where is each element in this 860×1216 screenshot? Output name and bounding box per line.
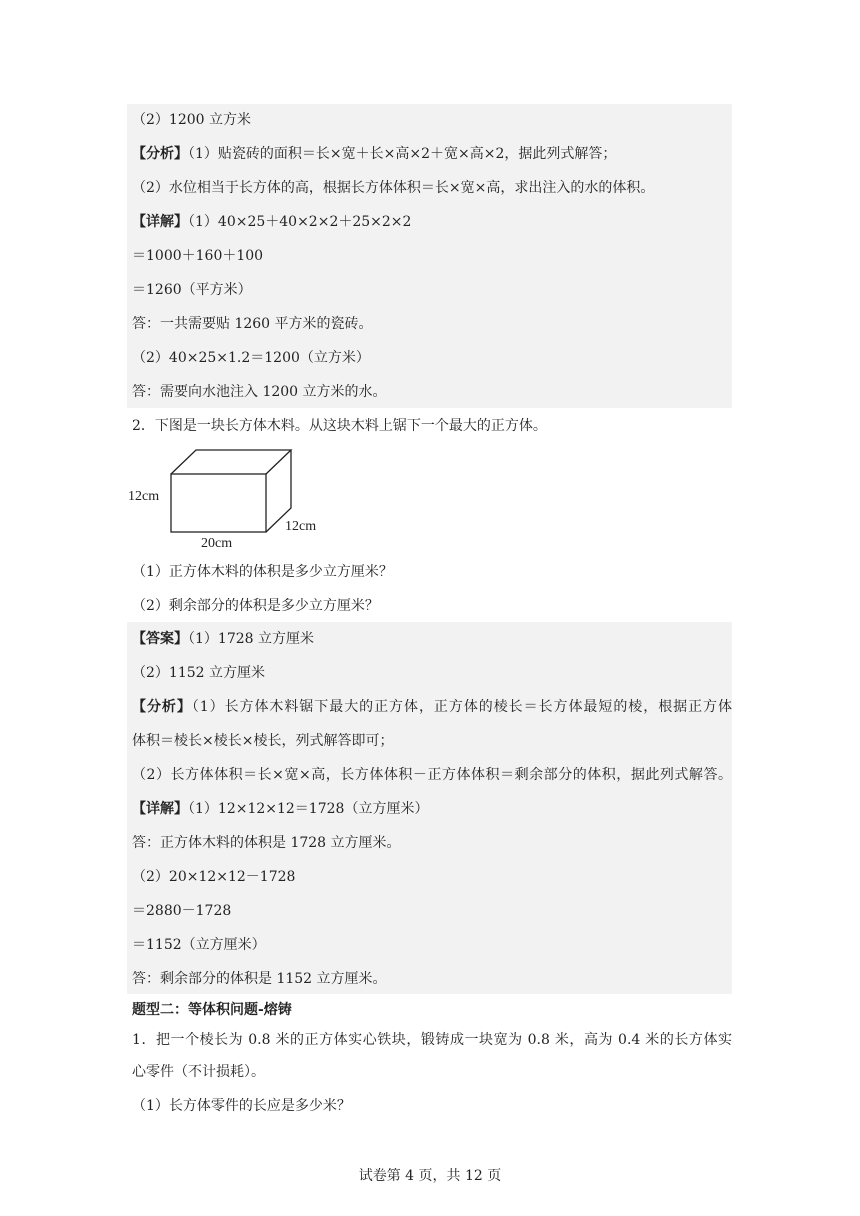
detail-line-2: 答：正方体木料的体积是 1728 立方厘米。 bbox=[132, 835, 401, 851]
analysis-line-2: （2）水位相当于长方体的高，根据长方体体积＝长×宽×高，求出注入的水的体积。 bbox=[132, 180, 655, 196]
answer-tag: 【答案】 bbox=[132, 631, 188, 647]
detail-line-6: 答：需要向水池注入 1200 立方米的水。 bbox=[132, 384, 387, 400]
question-1-line-2: 心零件（不计损耗）。 bbox=[132, 1064, 265, 1080]
detail-line-2: ＝1000＋160＋100 bbox=[132, 248, 264, 264]
question-2-sub-2: （2）剩余部分的体积是多少立方厘米？ bbox=[132, 598, 379, 614]
detail-line-3: ＝1260（平方米） bbox=[132, 282, 252, 298]
cuboid-top-face bbox=[171, 450, 291, 474]
question-2-sub-1: （1）正方体木料的体积是多少立方厘米？ bbox=[132, 564, 393, 580]
analysis-line-1 bbox=[132, 697, 732, 717]
detail-text: （1）12×12×12＝1728（立方厘米） bbox=[188, 801, 429, 817]
detail-line-6: 答：剩余部分的体积是 1152 立方厘米。 bbox=[132, 971, 387, 987]
answer-part-2: （2）1200 立方米 bbox=[132, 112, 251, 128]
detail-line-5: （2）40×25×1.2＝1200（立方米） bbox=[132, 350, 370, 366]
answer-text: （1）1728 立方厘米 bbox=[188, 631, 314, 647]
depth-label: 12cm bbox=[285, 519, 317, 534]
analysis-tag: 【分析】 bbox=[132, 146, 188, 162]
analysis-line-2: 体积＝棱长×棱长×棱长，列式解答即可； bbox=[132, 733, 394, 749]
length-label: 20cm bbox=[201, 536, 233, 551]
analysis-line-1 bbox=[132, 144, 616, 164]
detail-tag: 【详解】 bbox=[132, 801, 188, 817]
detail-line-4: ＝2880－1728 bbox=[132, 903, 232, 919]
cuboid-figure bbox=[127, 444, 327, 554]
detail-line-5: ＝1152（立方厘米） bbox=[132, 937, 266, 953]
analysis-line-3: （2）长方体体积＝长×宽×高，长方体体积－正方体体积＝剩余部分的体积，据此列式解答。 bbox=[132, 767, 732, 783]
question-1-line-1: 1．把一个棱长为 0.8 米的正方体实心铁块，锻铸成一块宽为 0.8 米，高为 0.4 米的长方体实 bbox=[132, 1032, 732, 1048]
detail-line-3: （2）20×12×12－1728 bbox=[132, 869, 296, 885]
detail-line-4: 答：一共需要贴 1260 平方米的瓷砖。 bbox=[132, 316, 373, 332]
analysis-tag: 【分析】 bbox=[132, 699, 192, 715]
detail-text: （1）40×25＋40×2×2＋25×2×2 bbox=[188, 214, 412, 230]
analysis-text: （1）长方体木料锯下最大的正方体，正方体的棱长＝长方体最短的棱，根据正方体 bbox=[191, 699, 733, 715]
section-title: 题型二：等体积问题-熔铸 bbox=[132, 1002, 292, 1018]
page-footer: 试卷第 4 页，共 12 页 bbox=[358, 1168, 502, 1184]
analysis-text: （1）贴瓷砖的面积＝长×宽＋长×高×2＋宽×高×2，据此列式解答； bbox=[188, 146, 617, 162]
detail-tag: 【详解】 bbox=[132, 214, 188, 230]
detail-line-1 bbox=[132, 799, 428, 819]
question-2-stem: 2．下图是一块长方体木料。从这块木料上锯下一个最大的正方体。 bbox=[132, 418, 547, 434]
cuboid-front-face bbox=[171, 474, 266, 532]
height-label: 12cm bbox=[128, 489, 160, 504]
question-1-sub-1: （1）长方体零件的长应是多少米？ bbox=[132, 1098, 351, 1114]
answer-line-2: （2）1152 立方厘米 bbox=[132, 665, 265, 681]
cuboid-drawing bbox=[127, 444, 327, 554]
detail-line-1 bbox=[132, 212, 411, 232]
answer-line-1 bbox=[132, 629, 314, 649]
